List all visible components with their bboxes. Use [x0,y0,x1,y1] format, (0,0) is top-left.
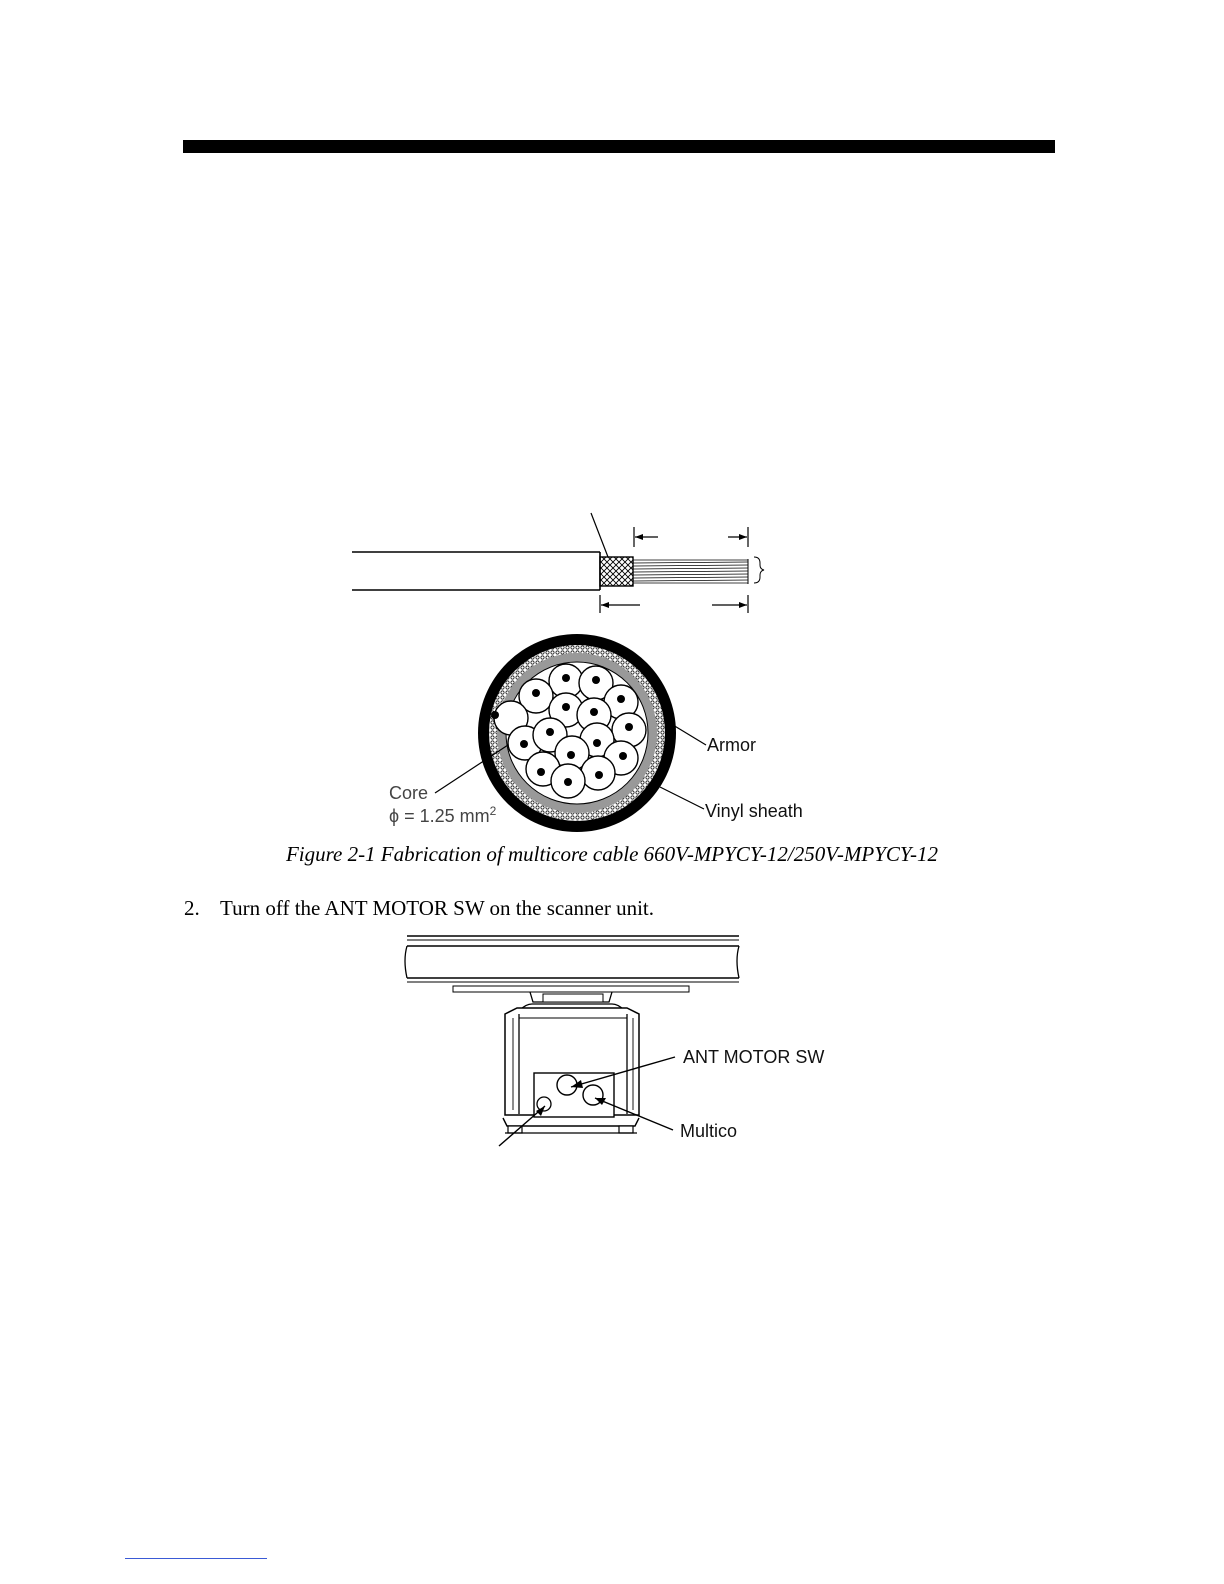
multico-label: Multico [680,1121,738,1141]
core-label: Core [389,783,429,803]
footer-rule [125,1558,267,1559]
step-text: Turn off the ANT MOTOR SW on the scanner unit. [220,896,654,920]
figure-caption: Figure 2-1 Fabrication of multicore cable 660V-MPYCY-12/250V-MPYCY-12 [285,842,939,866]
core-spec-label [389,804,496,827]
step-item [184,896,654,921]
armor-label: Armor [707,735,756,755]
core-spec-text: ϕ = 1.25 mm [389,806,490,826]
scanner-unit-diagram [395,930,845,1150]
header-rule [183,140,1055,153]
vinyl-sheath-label: Vinyl sheath [705,801,803,821]
core-spec-sup: 2 [489,804,497,818]
ant-motor-sw-label: ANT MOTOR SW [683,1047,825,1067]
step-number: 2. [184,896,200,920]
